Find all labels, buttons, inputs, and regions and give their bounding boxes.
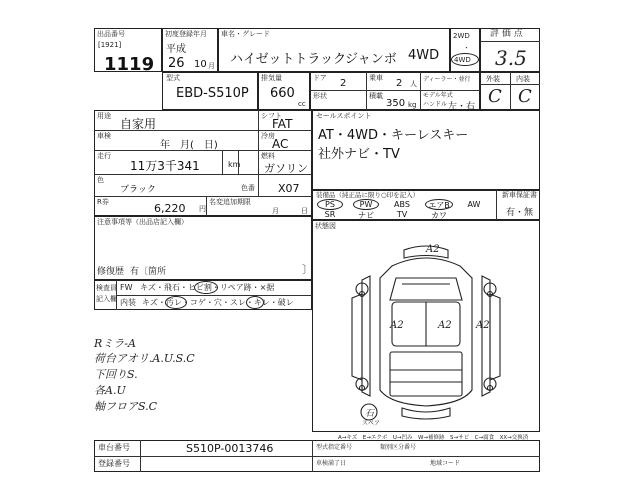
- ext-label: 外装: [486, 75, 500, 83]
- handwritten-note-5: 軸フロアS.C: [94, 400, 158, 413]
- equip-pw: PW: [359, 200, 373, 209]
- inspector-sub: 記入欄: [96, 295, 117, 303]
- int-label: 内装: [516, 75, 530, 83]
- name-change-label: 名変追加期限: [209, 198, 251, 206]
- use-value: 自家用: [120, 117, 157, 131]
- reg-month: 10: [194, 59, 207, 70]
- handle-label: ハンドル: [423, 101, 448, 108]
- equip-ps: PS: [325, 200, 335, 209]
- fuel-value: ガソリン: [264, 162, 308, 175]
- warranty-value: 有・無: [506, 208, 534, 218]
- seats-label: 乗車: [369, 74, 383, 82]
- diagram-label: 状態図: [315, 222, 336, 230]
- sales-point-label: セールスポイント: [316, 112, 372, 120]
- car-name: ハイゼットトラック: [230, 52, 347, 67]
- new-car-label: 新車保証書: [502, 191, 537, 199]
- equip-navi: ナビ: [358, 211, 374, 220]
- fuel-label: 燃料: [261, 152, 275, 160]
- repair-value: 有〔箇所: [130, 267, 167, 277]
- lot-label: 出品番号: [97, 30, 125, 38]
- era: 平成: [166, 44, 186, 55]
- use-label: 用途: [97, 112, 111, 120]
- displacement-value: 660: [270, 86, 295, 101]
- dealer-label: ディーラー・並行: [423, 76, 471, 83]
- yen-unit: 円: [199, 205, 206, 213]
- model-year-label: モデル年式: [423, 92, 453, 99]
- equip-abs: ABS: [394, 200, 410, 209]
- equip-aw: AW: [467, 200, 481, 209]
- drive-4wd: 4WD: [454, 56, 471, 64]
- model-label: 型式: [166, 74, 180, 82]
- int-notes-text: キズ・汚レ・コゲ・穴・スレ・キレ・破レ: [142, 298, 294, 307]
- equip-airbag: エアB: [428, 201, 450, 210]
- footer-right-4: 地域コード: [430, 460, 461, 467]
- mileage-value: 11万3千341: [130, 159, 200, 173]
- model-value: EBD-S510P: [176, 86, 249, 101]
- color-no-label: 色番: [241, 184, 255, 192]
- sales-point-line1: AT・4WD・キーレスキー: [318, 128, 469, 143]
- color-no-value: X07: [278, 182, 300, 195]
- footer-right-1: 型式指定番号: [316, 444, 353, 451]
- car-name-label: 車名・グレード: [221, 30, 270, 38]
- inspection-value: 年 月( 日): [160, 140, 218, 151]
- mark-cabin-a2: A2: [438, 320, 452, 331]
- fw-label: FW: [120, 283, 133, 292]
- score-label: 評 価 点: [490, 29, 523, 39]
- inspection-label: 車検: [97, 132, 111, 140]
- tax-value: 6,220: [154, 202, 186, 215]
- equip-tv: TV: [396, 210, 408, 219]
- handwritten-note-4: 各A.U: [94, 384, 126, 397]
- int-grade: C: [518, 86, 532, 107]
- doors-value: 2: [340, 78, 347, 89]
- mileage-label: 走行: [97, 152, 111, 160]
- mark-right-a2: A2: [476, 320, 490, 331]
- shift-label: シフト: [261, 112, 282, 120]
- car-grade: ジャンボ: [345, 52, 397, 67]
- ac-label: 冷房: [261, 132, 275, 140]
- int-notes-label: 内装: [120, 298, 136, 307]
- reg-label: 登録番号: [98, 459, 130, 468]
- notes-label: 注意事項等（出品店記入欄）: [97, 218, 188, 226]
- mark-front-a2: A2: [426, 244, 440, 255]
- handwritten-note-3: 下回りS.: [94, 368, 138, 381]
- spare-mark: 石: [365, 409, 375, 419]
- name-change-day: 日: [301, 207, 308, 215]
- spare-label: スペア: [362, 420, 381, 427]
- handwritten-note-1: Rミラ-A: [94, 337, 136, 350]
- score-value: 3.5: [495, 46, 527, 70]
- footer-right-2: 類別区分番号: [380, 444, 417, 451]
- load-value: 350: [386, 98, 406, 109]
- mark-left-a2: A2: [390, 320, 404, 331]
- ext-grade: C: [488, 86, 502, 107]
- handle-value: 左・右: [448, 102, 476, 112]
- drive-2wd: 2WD: [453, 32, 470, 40]
- seats-value: 2: [396, 78, 403, 89]
- shape-label: 形状: [313, 92, 327, 100]
- equip-sr: SR: [324, 210, 336, 219]
- km-unit: km: [228, 160, 241, 169]
- int-rub-circle: [246, 296, 264, 309]
- car-drive: 4WD: [408, 48, 440, 63]
- lot-sub: [1921]: [98, 41, 122, 49]
- repair-label: 修復歴: [97, 267, 125, 277]
- handwritten-note-2: 荷台アオリ.A.U.S.C: [94, 352, 195, 365]
- sales-point-line2: 社外ナビ・TV: [318, 147, 400, 162]
- equipment-label: 装備品（純正品に限り○印を記入）: [316, 191, 420, 199]
- doors-label: ドア: [313, 74, 327, 82]
- ac-value: AC: [272, 137, 289, 151]
- displacement-label: 排気量: [261, 74, 282, 82]
- int-dirt-circle: [165, 296, 187, 309]
- load-label: 積載: [369, 92, 383, 100]
- equip-leather: カワ: [431, 211, 447, 220]
- shift-value: FAT: [272, 117, 293, 131]
- color-value: ブラック: [120, 185, 156, 195]
- diagram-legend: A→キズ E→エクボ U→凹み W→補修跡 S→サビ C→腐食 XX→交換済: [338, 435, 529, 441]
- load-unit: kg: [408, 101, 417, 109]
- name-change-month: 月: [272, 207, 279, 215]
- tax-label: R券: [97, 198, 109, 206]
- fw-text: キズ・飛石・ヒビ割・リペア跡・×据: [140, 283, 275, 292]
- color-label: 色: [97, 176, 104, 184]
- reg-month-unit: 月: [208, 62, 215, 70]
- footer-right-3: 車検満了日: [316, 460, 347, 467]
- chassis-label: 車台番号: [98, 443, 130, 452]
- drive-dot: ・: [463, 44, 470, 52]
- repair-close: 〕: [302, 263, 313, 276]
- first-reg-label: 初度登録年月: [165, 30, 207, 38]
- inspector-label: 検査員: [96, 284, 117, 292]
- fw-stone-circle: [194, 281, 218, 294]
- cc-unit: cc: [298, 100, 306, 108]
- seats-unit: 人: [410, 80, 417, 88]
- lot-number: 1119: [104, 54, 155, 75]
- chassis-value: S510P-0013746: [186, 442, 274, 455]
- reg-year: 26: [168, 56, 185, 71]
